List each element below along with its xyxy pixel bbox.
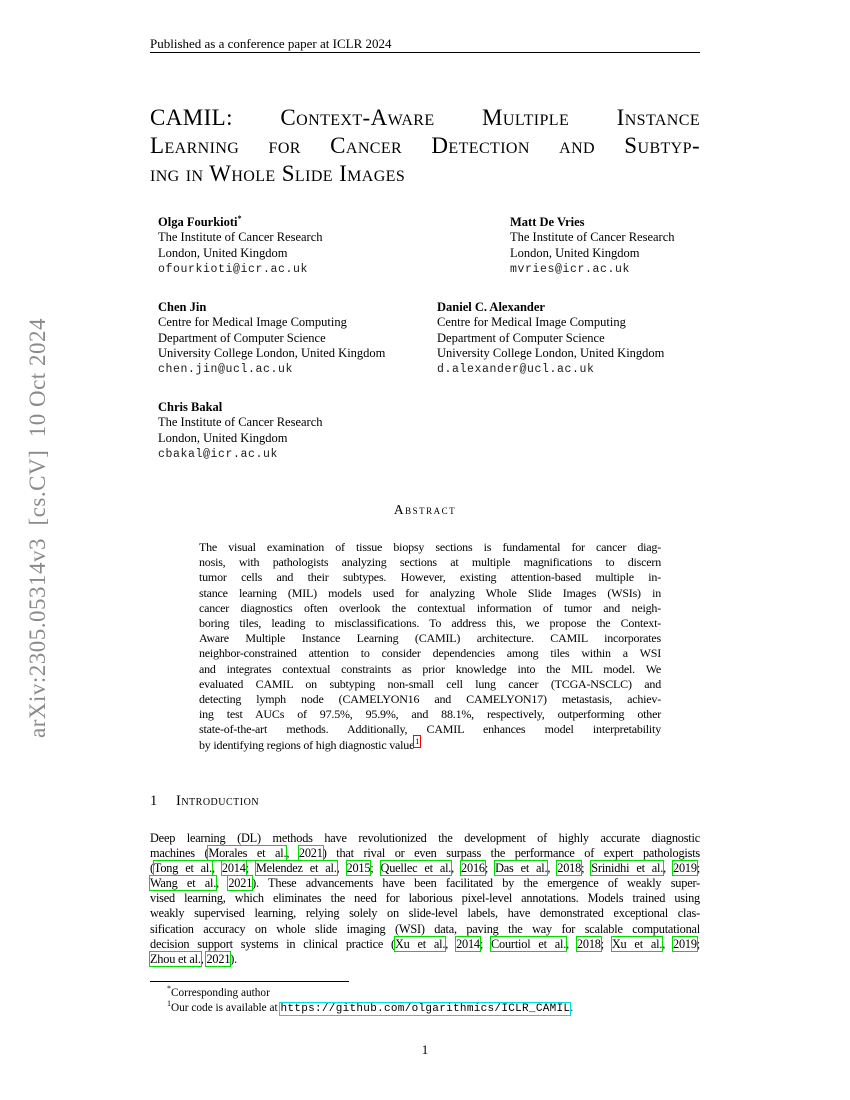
author-affiliation: Centre for Medical Image Computing: [437, 315, 626, 330]
title-line: ing in Whole Slide Images: [150, 161, 406, 186]
author-email: cbakal@icr.ac.uk: [158, 447, 279, 461]
text-line: machines (Morales et al., 2021) that rival or even surpass the performance of expert pathologists: [150, 846, 700, 861]
citation-link[interactable]: 2018: [557, 861, 582, 876]
footnote-text: Corresponding author: [171, 987, 270, 999]
citation-link[interactable]: 2021: [206, 951, 231, 966]
author-name: Olga Fourkioti*: [158, 213, 242, 229]
footnote-code: [150, 1001, 700, 1017]
author-affiliation: Department of Computer Science: [437, 330, 605, 345]
citation-link[interactable]: 2016: [461, 861, 485, 876]
text-line: Aware Multiple Instance Learning (CAMIL) architecture. CAMIL incorporates: [199, 631, 661, 646]
author-affiliation: London, United Kingdom: [158, 430, 288, 445]
author-block: [158, 400, 323, 462]
arxiv-watermark: arXiv:2305.05314v3 [cs.CV] 10 Oct 2024: [25, 318, 50, 738]
citation-link[interactable]: Melendez et al.: [255, 861, 337, 876]
author-block: [437, 300, 664, 377]
code-url-link[interactable]: https://github.com/olgarithmics/ICLR_CAMIL: [280, 1003, 571, 1015]
text-line: state-of-the-art methods. Additionally, CAMIL enhances model interpretability: [199, 722, 661, 737]
citation-link[interactable]: Zhou et al.: [150, 951, 201, 966]
author-affiliation: University College London, United Kingdom: [158, 345, 386, 360]
author-name: Chris Bakal: [158, 400, 223, 414]
title-line: CAMIL: Context-Aware Multiple Instance: [150, 105, 700, 130]
author-affiliation: The Institute of Cancer Research: [158, 415, 323, 430]
citation-link[interactable]: Das et al.: [495, 861, 548, 876]
introduction-body: [150, 831, 700, 967]
text-line: Deep learning (DL) methods have revolutionized the development of highly accurate diagnostic: [150, 831, 700, 845]
citation-link[interactable]: 2015: [346, 861, 371, 876]
author-affiliation: Centre for Medical Image Computing: [158, 315, 347, 330]
paper-title: [150, 104, 700, 188]
header-rule: [150, 52, 700, 53]
citation-link[interactable]: 2014: [456, 936, 480, 951]
author-block: [158, 300, 385, 377]
author-affiliation: London, United Kingdom: [158, 245, 288, 260]
text-line: cancer diagnostics often overlook the contextual information of tumor and neigh-: [199, 600, 661, 615]
header-text: Published as a conference paper at ICLR 2024: [150, 36, 392, 51]
section-title: Introduction: [176, 793, 260, 809]
text-line: detecting lymph node (CAMELYON16 and CAMELYON17) metastasis, achiev-: [199, 692, 661, 707]
citation-link[interactable]: 2019: [673, 936, 697, 951]
text-line: The visual examination of tissue biopsy sections is fundamental for cancer diag-: [199, 540, 661, 554]
text-line: Zhou et al., 2021).: [150, 951, 238, 966]
text-line: ing test AUCs of 97.5%, 95.9%, and 88.1%, respectively, outperforming other: [199, 707, 661, 722]
citation-link[interactable]: 2018: [576, 936, 601, 951]
author-affiliation: The Institute of Cancer Research: [158, 230, 323, 245]
abstract-last-line: [199, 738, 661, 753]
footnote-rule: [150, 981, 349, 982]
author-name: Matt De Vries: [510, 215, 585, 229]
abstract-heading: Abstract: [393, 502, 457, 517]
text-line: evaluated CAMIL on subtyping non-small cell lung cancer (TCGA-NSCLC) and: [199, 676, 661, 691]
text-line: (Tong et al., 2014; Melendez et al., 2015; Quellec et al., 2016; Das et al., 2018; Srinidhi et al., 2019;: [150, 861, 701, 876]
author-affiliation: University College London, United Kingdom: [437, 345, 665, 360]
abstract-body: [199, 540, 661, 753]
citation-link[interactable]: 2014: [221, 861, 246, 876]
text-line: boring tiles, leading to misclassifications. To address this, we propose the Context-: [199, 616, 661, 631]
author-email: ofourkioti@icr.ac.uk: [158, 262, 309, 276]
text-line: and integrates contextual constraints as prior knowledge into the MIL model. We: [199, 661, 661, 676]
text-line: vised learning, which eliminates the need for laborious pixel-level annotations. Models trained using: [150, 891, 700, 906]
abstract-last-line-text: by identifying regions of high diagnostic value: [199, 737, 415, 752]
citation-link[interactable]: Morales et al.: [208, 846, 287, 861]
footnote-mark: 1: [167, 999, 171, 1009]
footnote-corresponding: [150, 986, 700, 1001]
citation-link[interactable]: Xu et al.: [611, 936, 663, 951]
text-line: nosis, with pathologists analyzing sections at multiple magnifications to discern: [199, 555, 661, 570]
citation-link[interactable]: 2021: [228, 876, 253, 891]
author-affiliation: The Institute of Cancer Research: [510, 230, 675, 245]
text-line: stance learning (MIL) models used for analyzing Whole Slide Images (WSIs) in: [199, 585, 661, 600]
citation-link[interactable]: Wang et al.: [150, 876, 217, 891]
text-line: sification accuracy on whole slide imaging (WSI) data, paving the way for scalable computational: [150, 921, 700, 936]
citation-link[interactable]: 2021: [298, 846, 323, 861]
author-name: Chen Jin: [158, 300, 207, 314]
footnote-text-suffix: .: [570, 1002, 574, 1014]
author-affiliation: London, United Kingdom: [510, 245, 640, 260]
author-block: [510, 215, 675, 277]
text-line: tumor cells and their subtypes. However, existing attention-based multiple in-: [199, 570, 661, 585]
footnote-text: Our code is available at: [171, 1002, 281, 1014]
footnotes: [150, 986, 700, 1017]
text-line: Wang et al., 2021). These advancements have been facilitated by the emergence of weakly super-: [150, 876, 700, 891]
author-email: chen.jin@ucl.ac.uk: [158, 363, 294, 377]
text-line: weakly supervised learning, relying solely on slide-level labels, have demonstrated exceptional clas-: [150, 906, 700, 921]
author-email: mvries@icr.ac.uk: [510, 262, 631, 276]
title-line: Learning for Cancer Detection and Subtyp-: [150, 133, 700, 158]
text-line: neighbor-constrained attention to consider dependencies among tiles within a WSI: [199, 646, 661, 661]
citation-link[interactable]: Srinidhi et al.: [591, 861, 664, 876]
author-email: d.alexander@ucl.ac.uk: [437, 363, 595, 377]
author-block: [158, 215, 323, 277]
text-line: decision support systems in clinical practice (Xu et al., 2014; Courtiol et al., 2018; Xu et al., 2019;: [150, 936, 701, 951]
citation-link[interactable]: 2019: [673, 861, 697, 876]
citation-link[interactable]: Tong et al.: [153, 861, 213, 876]
footnote-mark: *: [167, 984, 171, 994]
page-number: 1: [421, 1042, 429, 1057]
section-number: 1: [150, 793, 158, 809]
author-affiliation: Department of Computer Science: [158, 330, 326, 345]
section-heading-introduction: [150, 793, 259, 810]
citation-link[interactable]: Xu et al.: [394, 936, 446, 951]
footnote-marker-link[interactable]: 1: [415, 736, 420, 746]
citation-link[interactable]: Quellec et al.: [380, 861, 452, 876]
author-name: Daniel C. Alexander: [437, 300, 545, 314]
citation-link[interactable]: Courtiol et al.: [491, 936, 567, 951]
